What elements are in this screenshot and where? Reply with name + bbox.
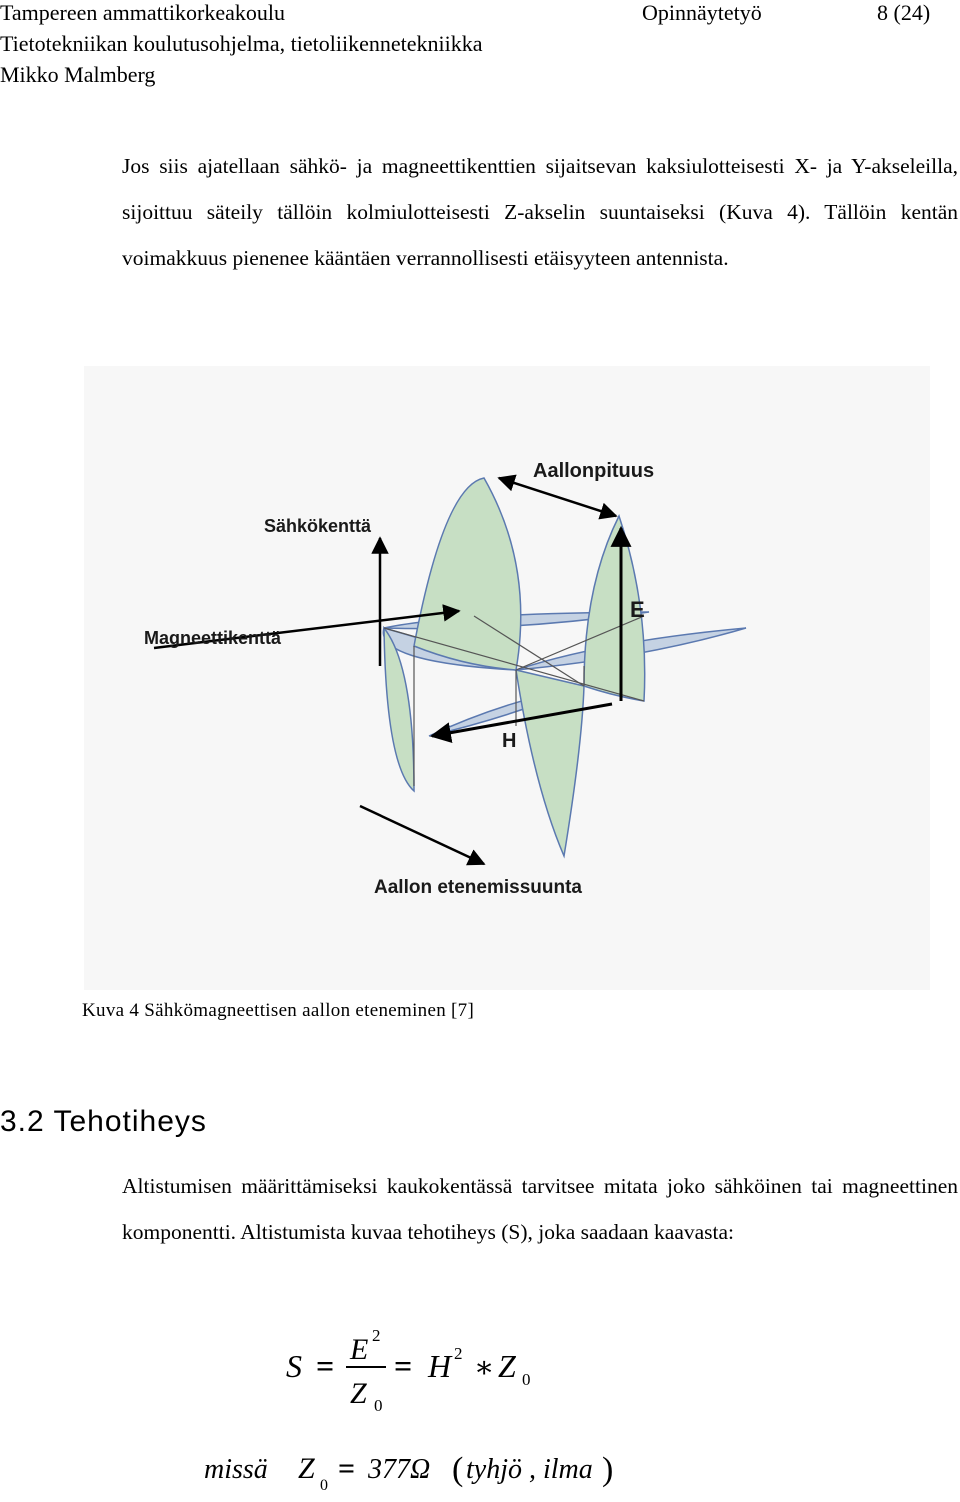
h-label: H — [502, 730, 517, 752]
formula-h: H — [428, 1348, 452, 1384]
e-wave-lobe-3-down — [516, 670, 584, 856]
formula-s: S — [286, 1348, 302, 1384]
e-label: E — [630, 597, 645, 622]
where-open-paren: ( — [452, 1451, 464, 1488]
wavelength-arrow — [499, 478, 616, 516]
where-medium: tyhjö , ilma — [466, 1454, 593, 1485]
em-wave-figure — [84, 366, 930, 990]
propagation-arrow — [360, 806, 484, 864]
formula-z: Z — [350, 1377, 367, 1410]
header-doc-type: Opinnäytetyö — [642, 0, 762, 25]
section-paragraph: Altistumisen määrittämiseksi kaukokentässä tarvitsee mitata joko sähköinen tai magneettinen komponentti. Altistumista kuvaa tehotiheys (S), joka saadaan kaavasta: — [122, 1174, 958, 1244]
formula-z-sub: 0 — [374, 1396, 383, 1415]
formula-eq1: = — [316, 1348, 335, 1384]
where-z: Z — [298, 1452, 315, 1485]
formula-svg — [280, 1325, 610, 1425]
where-eq: = — [338, 1452, 356, 1485]
magnetic-field-label: Magneettikenttä — [144, 628, 282, 648]
formula-z2-sub: 0 — [522, 1370, 531, 1389]
figure-caption: Kuva 4 Sähkömagneettisen aallon eteneminen [7] — [82, 1000, 475, 1021]
propagation-label: Aallon etenemissuunta — [374, 877, 582, 898]
where-close-paren: ) — [602, 1451, 614, 1488]
formula-star: ∗ — [474, 1351, 495, 1384]
header-page-number: 8 (24) — [877, 0, 931, 25]
where-svg — [200, 1440, 630, 1497]
formula-z2: Z — [498, 1348, 516, 1384]
section-heading: 3.2 Tehotiheys — [0, 1105, 207, 1138]
formula-eq2: = — [394, 1348, 413, 1384]
formula-e-exp: 2 — [372, 1326, 381, 1345]
wavelength-label: Aallonpituus — [533, 460, 655, 482]
power-density-formula — [280, 1325, 610, 1425]
where-missa: missä — [204, 1454, 268, 1485]
where-z-sub: 0 — [320, 1477, 328, 1494]
formula-h-exp: 2 — [454, 1344, 463, 1363]
impedance-definition — [200, 1440, 630, 1497]
em-wave-diagram — [84, 366, 930, 990]
formula-e: E — [350, 1333, 369, 1366]
header-author: Mikko Malmberg — [0, 62, 156, 87]
header-school: Tampereen ammattikorkeakoulu — [0, 0, 285, 25]
electric-field-label: Sähkökenttä — [264, 516, 372, 536]
where-value: 377Ω — [368, 1454, 431, 1485]
header-program: Tietotekniikan koulutusohjelma, tietoliikennetekniikka — [0, 31, 483, 56]
intro-paragraph: Jos siis ajatellaan sähkö- ja magneettikenttien sijaitsevan kaksiulotteisesti X- ja Y-akseleilla, sijoittuu säteily tällöin kolmiulotteisesti Z-akselin suuntaiseksi (Kuva 4). Tällöin kentän voimakkuus pienenee kääntäen verrannollisesti etäisyyteen antennista. — [122, 154, 958, 270]
